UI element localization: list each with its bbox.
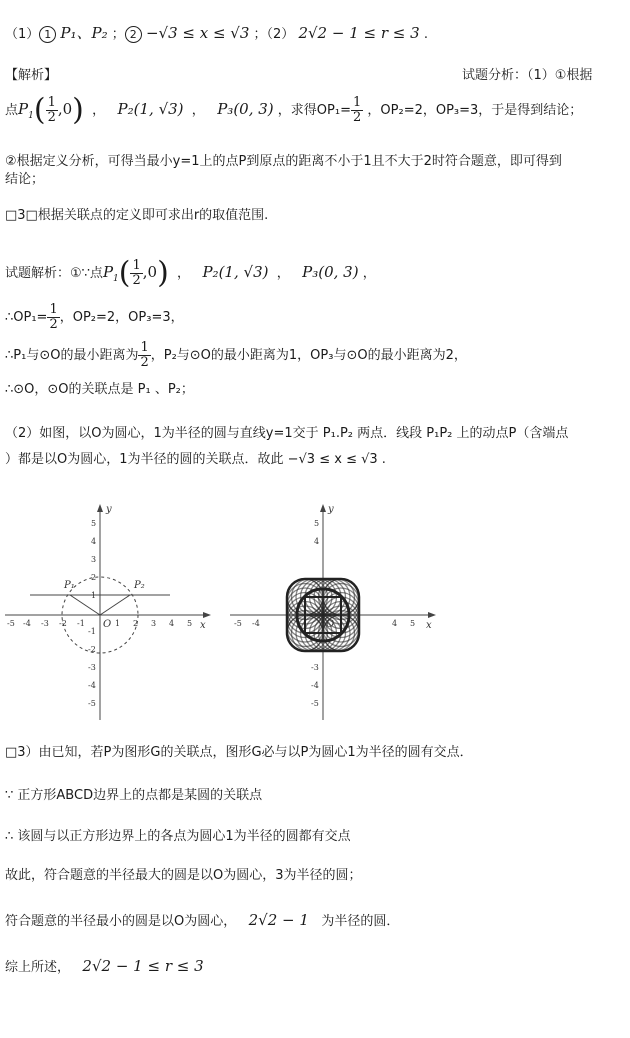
answer-line xyxy=(5,23,428,45)
answer-sep1: ； xyxy=(111,27,125,42)
part3-l5-expr: 2√2 − 1 xyxy=(248,911,309,929)
solution-p3: P₃(0, 3) xyxy=(302,263,359,281)
right-y-label: y xyxy=(328,504,334,515)
svg-text:2: 2 xyxy=(91,573,97,582)
part3-l6a: 综上所述， xyxy=(5,960,71,975)
right-x-label: x xyxy=(426,620,432,631)
solution-l2-rest: ，OP₂=2，OP₃=3， xyxy=(59,310,184,325)
svg-text:5: 5 xyxy=(187,619,193,628)
solution-line2 xyxy=(5,302,184,334)
svg-text:-4: -4 xyxy=(23,619,31,628)
svg-text:-4: -4 xyxy=(88,681,96,690)
analysis-p2: P₂(1, √3) xyxy=(117,100,184,118)
part3-line3: ∴ 该圆与以正方形边界上的各点为圆心1为半径的圆都有交点 xyxy=(5,829,351,844)
svg-text:5: 5 xyxy=(91,519,97,528)
fraction-half: $\frac{1}{2}$ xyxy=(47,95,56,125)
fraction-half-5: $\frac{1}{2}$ xyxy=(140,340,149,370)
answer-range-x: −√3 ≤ x ≤ √3 xyxy=(145,24,250,42)
left-x-label: x xyxy=(200,620,206,631)
analysis-right-note: 试题分析：（1）①根据 xyxy=(462,68,593,83)
ring-circles xyxy=(287,579,359,651)
svg-text:-2: -2 xyxy=(88,645,96,654)
svg-text:2: 2 xyxy=(133,619,139,628)
figure-right xyxy=(220,500,440,725)
answer-part1-open: （1） xyxy=(5,27,40,42)
svg-text:3: 3 xyxy=(91,555,97,564)
circled-one: 1 xyxy=(39,26,56,43)
answer-sep2: ；（2） xyxy=(253,27,295,42)
svg-text:5: 5 xyxy=(314,519,320,528)
answer-range-r: 2√2 − 1 ≤ r ≤ 3 xyxy=(298,24,420,42)
part3-line2: ∵ 正方形ABCD边界上的点都是某圆的关联点 xyxy=(5,788,263,803)
analysis-heading: 【解析】 xyxy=(5,68,58,83)
analysis-p3: P₃(0, 3) xyxy=(217,100,274,118)
svg-text:1: 1 xyxy=(115,619,121,628)
right-origin: O xyxy=(326,619,335,630)
fraction-half-3: $\frac{1}{2}$ xyxy=(132,258,141,288)
analysis-op-rest: ，OP₂=2，OP₃=3，于是得到结论； xyxy=(367,103,583,118)
svg-text:-5: -5 xyxy=(88,699,96,708)
svg-text:-1: -1 xyxy=(88,627,96,636)
solution-line4: ∴⊙O，⊙O的关联点是 P₁ 、P₂； xyxy=(5,382,194,397)
part3-line5 xyxy=(5,910,399,932)
svg-text:-1: -1 xyxy=(77,619,85,628)
svg-text:4: 4 xyxy=(314,537,320,546)
svg-text:4: 4 xyxy=(91,537,97,546)
fraction-half-2: $\frac{1}{2}$ xyxy=(352,95,362,125)
answer-end: . xyxy=(423,27,428,42)
solution-l3-prefix: ∴P₁与⊙O的最小距离为 xyxy=(5,348,139,363)
paren-open: ( xyxy=(33,92,46,128)
circled-two: 2 xyxy=(125,26,142,43)
part3-line4: 故此，符合题意的半径最大的圆是以O为圆心，3为半径的圆； xyxy=(5,868,362,883)
svg-text:4: 4 xyxy=(169,619,175,628)
solution-intro: 试题解析：①∵点 xyxy=(5,266,103,281)
svg-text:-3: -3 xyxy=(41,619,49,628)
fraction-half-4: $\frac{1}{2}$ xyxy=(49,302,58,332)
solution-part2-b: ）都是以O为圆心，1为半径的圆的关联点．故此 −√3 ≤ x ≤ √3 . xyxy=(5,452,386,467)
svg-text:-5: -5 xyxy=(7,619,15,628)
svg-text:-5: -5 xyxy=(311,699,319,708)
left-p2: P₂ xyxy=(134,580,145,591)
solution-line3 xyxy=(5,340,467,372)
solution-intro-line: 试题解析：①∵点$P_1$( $\frac{1}{2}$ ,0) ， P₂(1, √3) ， P₃(0, 3) ， xyxy=(5,255,376,291)
svg-text:-4: -4 xyxy=(311,681,319,690)
left-y-label: y xyxy=(106,504,112,515)
svg-text:3: 3 xyxy=(151,619,157,628)
analysis-points-line: 点$P_1$( $\frac{1}{2}$ ,0) ， P₂(1, √3) ， P₃(0, 3) ，求得OP₁= $\frac{1}{2}$ ，OP₂=2，OP₃=3，于是得到结论； xyxy=(5,92,583,128)
svg-text:-5: -5 xyxy=(234,619,242,628)
analysis-get: ，求得OP₁= xyxy=(277,103,351,118)
figure-left xyxy=(0,500,215,725)
part3-l5b: 为半径的圆． xyxy=(321,914,400,929)
left-p1: P₁ xyxy=(64,580,75,591)
paren-close: ) xyxy=(72,92,84,128)
svg-text:-3: -3 xyxy=(311,663,319,672)
part3-l6-expr: 2√2 − 1 ≤ r ≤ 3 xyxy=(82,957,204,975)
analysis-line4: □3□根据关联点的定义即可求出r的取值范围. xyxy=(5,208,269,223)
svg-text:1: 1 xyxy=(91,591,97,600)
svg-text:-2: -2 xyxy=(59,619,67,628)
answer-points: P₁、P₂ xyxy=(60,24,108,42)
analysis-line3: 结论； xyxy=(5,172,45,187)
solution-p2: P₂(1, √3) xyxy=(202,263,269,281)
svg-text:4: 4 xyxy=(392,619,398,628)
point-prefix: 点 xyxy=(5,103,19,118)
svg-text:-4: -4 xyxy=(252,619,260,628)
svg-text:-3: -3 xyxy=(88,663,96,672)
solution-l2-prefix: ∴OP₁= xyxy=(5,310,48,325)
part3-line6 xyxy=(5,956,204,978)
part3-line1: □3）由已知，若P为图形G的关联点，图形G必与以P为圆心1为半径的圆有交点． xyxy=(5,745,473,760)
svg-text:5: 5 xyxy=(410,619,416,628)
solution-part2-a: （2）如图，以O为圆心，1为半径的圆与直线y=1交于 P₁.P₂ 两点．线段 P₁P₂ 上的动点P（含端点 xyxy=(5,426,569,441)
part3-l5a: 符合题意的半径最小的圆是以O为圆心， xyxy=(5,914,237,929)
left-origin: O xyxy=(103,619,112,630)
solution-l3-rest: ，P₂与⊙O的最小距离为1，OP₃与⊙O的最小距离为2， xyxy=(150,348,467,363)
analysis-line2: ②根据定义分析，可得当最小y=1上的点P到原点的距离不小于1且不大于2时符合题意，即可得到 xyxy=(5,154,562,169)
analysis-p1-label: $P_1$ xyxy=(18,100,34,121)
